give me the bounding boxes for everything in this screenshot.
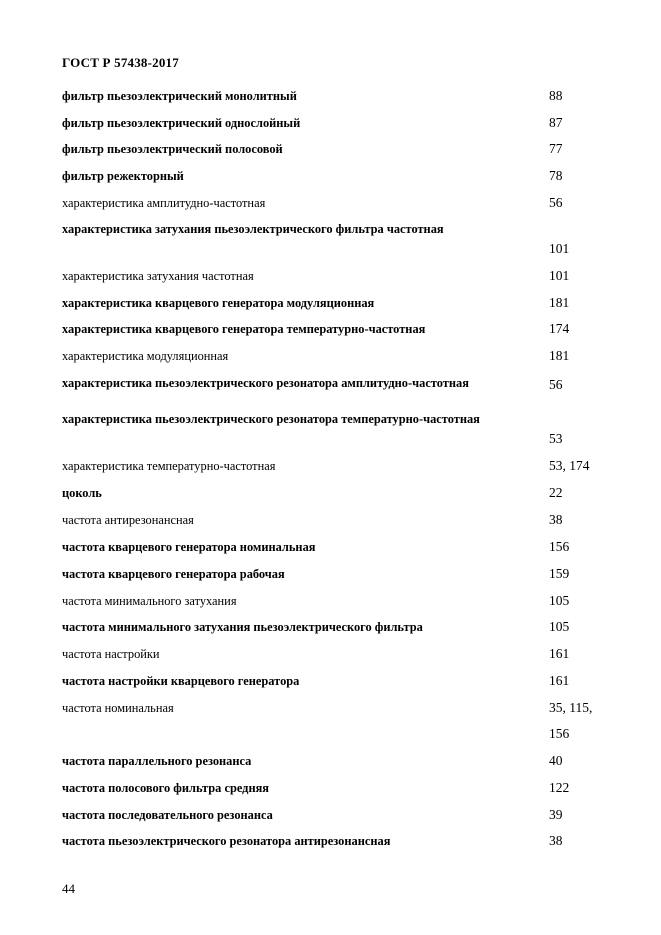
index-page-ref-continued: 156: [549, 726, 570, 741]
index-page-ref: 105: [549, 619, 570, 634]
index-page-ref: 105: [549, 593, 570, 608]
index-page-ref: 159: [549, 566, 570, 581]
index-page-ref: 101: [549, 241, 570, 256]
index-term: цоколь: [62, 486, 102, 500]
index-term: характеристика амплитудно-частотная: [62, 196, 266, 210]
index-page-ref: 56: [549, 195, 563, 210]
index-term: частота минимального затухания: [62, 594, 237, 608]
index-term: частота минимального затухания пьезоэлектрического фильтра: [62, 620, 423, 634]
index-term: частота настройки: [62, 647, 160, 661]
index-page-ref: 161: [549, 673, 570, 688]
index-term: характеристика затухания частотная: [62, 269, 254, 283]
index-page-ref: 40: [549, 753, 563, 768]
index-term: частота последовательного резонанса: [62, 808, 273, 822]
index-term: частота параллельного резонанса: [62, 754, 252, 768]
index-term: характеристика модуляционная: [62, 349, 229, 363]
index-term: характеристика кварцевого генератора температурно-частотная: [62, 322, 426, 336]
index-term: частота полосового фильтра средняя: [62, 781, 269, 795]
page-number: 44: [62, 881, 75, 896]
index-term: характеристика затухания пьезоэлектрического фильтра частотная: [62, 222, 444, 236]
index-term: фильтр пьезоэлектрический полосовой: [62, 142, 283, 156]
index-page-ref: 38: [549, 833, 563, 848]
index-term: частота пьезоэлектрического резонатора антирезонансная: [62, 834, 391, 848]
index-page-ref: 101: [549, 268, 570, 283]
index-page-ref: 35, 115,: [549, 700, 593, 715]
index-term: фильтр режекторный: [62, 169, 184, 183]
index-term: фильтр пьезоэлектрический однослойный: [62, 116, 301, 130]
index-page-ref: 174: [549, 321, 570, 336]
index-term: частота антирезонансная: [62, 513, 194, 527]
index-term: фильтр пьезоэлектрический монолитный: [62, 89, 297, 103]
index-term: характеристика пьезоэлектрического резонатора температурно-частотная: [62, 412, 480, 426]
index-term: характеристика температурно-частотная: [62, 459, 276, 473]
index-page-ref: 88: [549, 88, 563, 103]
index-page-ref: 87: [549, 115, 563, 130]
index-page-ref: 56: [549, 377, 563, 392]
index-term: частота кварцевого генератора рабочая: [62, 567, 285, 581]
index-page-ref: 38: [549, 512, 563, 527]
index-page-ref: 181: [549, 295, 570, 310]
index-page-ref: 77: [549, 141, 563, 156]
index-page-ref: 181: [549, 348, 570, 363]
index-page-ref: 122: [549, 780, 570, 795]
index-term: характеристика пьезоэлектрического резонатора амплитудно-частотная: [62, 376, 469, 390]
index-page-ref: 22: [549, 485, 563, 500]
index-term: частота настройки кварцевого генератора: [62, 674, 300, 688]
index-page-ref: 53, 174: [549, 458, 590, 473]
index-term: частота номинальная: [62, 701, 174, 715]
index-page-ref: 161: [549, 646, 570, 661]
index-page-ref: 156: [549, 539, 570, 554]
index-page-ref: 78: [549, 168, 563, 183]
document-header: ГОСТ Р 57438-2017: [62, 55, 179, 70]
index-page-ref: 39: [549, 807, 563, 822]
index-term: частота кварцевого генератора номинальная: [62, 540, 316, 554]
index-term: характеристика кварцевого генератора модуляционная: [62, 296, 375, 310]
index-page-ref: 53: [549, 431, 563, 446]
